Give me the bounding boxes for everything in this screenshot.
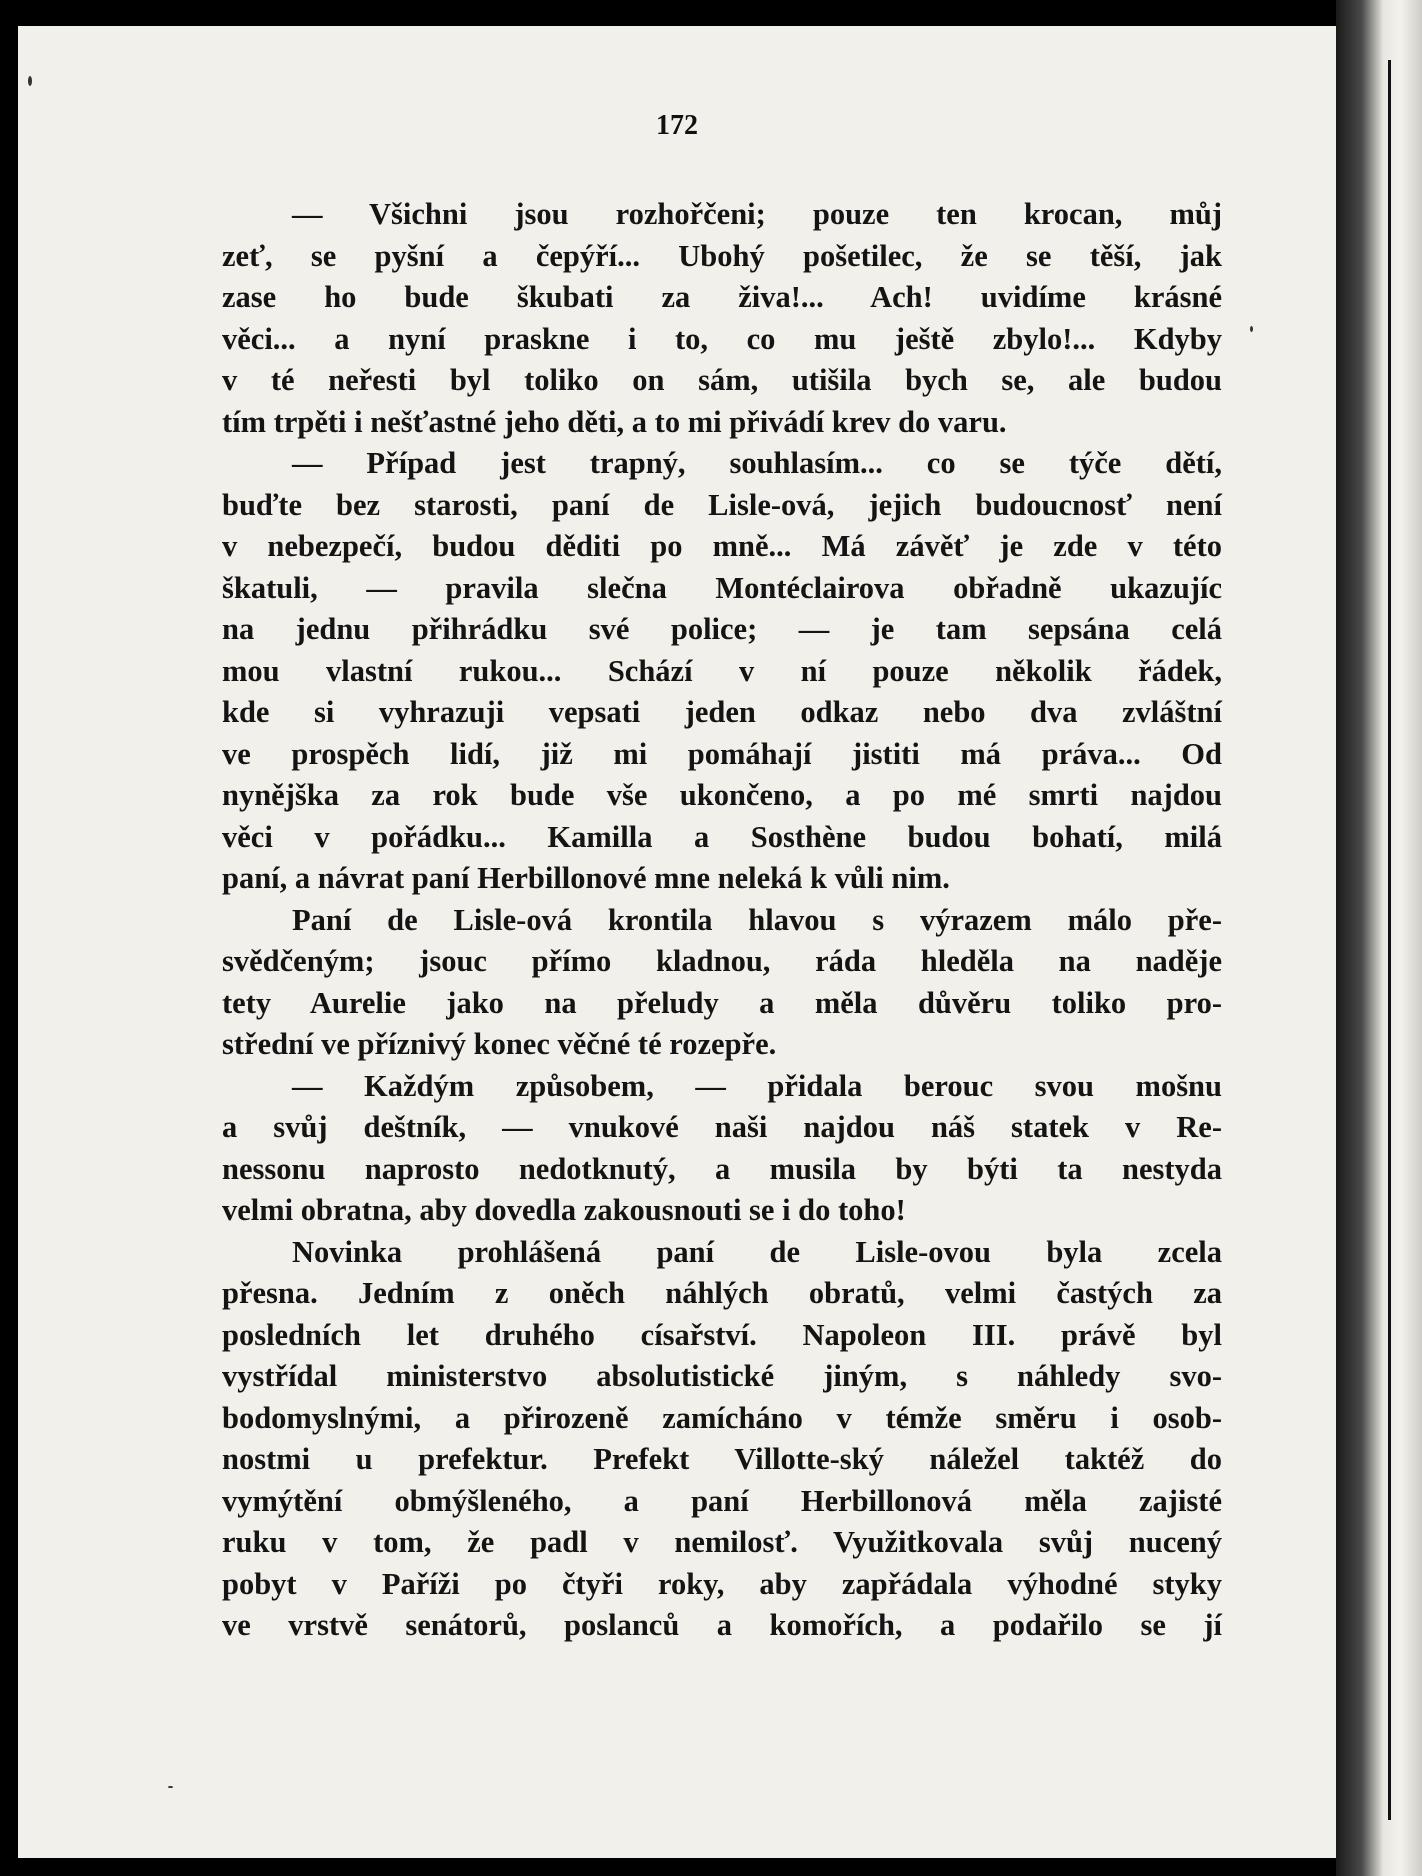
text-line: — Případ jest trapný, souhlasím... co se týče dětí, — [292, 446, 1222, 480]
text-line: střední ve příznivý konec věčné té rozepře. — [222, 1027, 777, 1061]
dust-speck — [168, 1786, 173, 1788]
text-line: — Každým způsobem, — přidala berouc svou mošnu — [292, 1068, 1222, 1103]
text-line: posledních let druhého císařství. Napoleon III. právě byl — [222, 1317, 1222, 1352]
text-line: zeť, se pyšní a čepýří... Ubohý pošetilec, že se těší, jak — [222, 238, 1222, 273]
text-line: zase ho bude škubati za živa!... Ach! uvidíme krásné — [222, 280, 1222, 314]
book-page — [18, 26, 1336, 1858]
text-line: nessonu naprosto nedotknutý, a musila by býti ta nestyda — [222, 1151, 1222, 1186]
text-line: mou vlastní rukou... Schází v ní pouze několik řádek, — [222, 653, 1222, 688]
text-line: škatuli, — pravila slečna Montéclairova obřadně ukazujíc — [222, 570, 1222, 605]
text-line: velmi obratna, aby dovedla zakousnouti se i do toho! — [222, 1193, 906, 1227]
text-line: paní, a návrat paní Herbillonové mne neleká k vůli nim. — [222, 861, 950, 895]
text-line: kde si vyhrazuji vepsati jeden odkaz nebo dva zvláštní — [222, 695, 1222, 729]
text-line: nostmi u prefektur. Prefekt Villotte-ský náležel taktéž do — [222, 1442, 1222, 1476]
text-line: ve vrstvě senátorů, poslanců a komořích, a podařilo se jí — [222, 1608, 1222, 1642]
page-number: 172 — [656, 110, 698, 141]
text-line: ruku v tom, že padl v nemilosť. Využitkovala svůj nucený — [222, 1525, 1222, 1559]
text-line: svědčeným; jsouc přímo kladnou, ráda hleděla na naděje — [222, 944, 1222, 978]
text-line: ve prospěch lidí, již mi pomáhají jistiti má práva... Od — [222, 736, 1222, 771]
text-line: v nebezpečí, budou děditi po mně... Má závěť je zde v této — [222, 529, 1222, 563]
text-line: tety Aurelie jako na přeludy a měla důvěru toliko pro- — [222, 985, 1222, 1020]
text-line: přesna. Jedním z oněch náhlých obratů, velmi častých za — [222, 1276, 1222, 1310]
text-line: na jednu přihrádku své police; — je tam sepsána celá — [222, 612, 1222, 646]
text-line: pobyt v Paříži po čtyři roky, aby zapřádala výhodné styky — [222, 1566, 1222, 1601]
binding-edge — [1388, 60, 1391, 1820]
text-line: Novinka prohlášená paní de Lisle-ovou byla zcela — [292, 1234, 1222, 1269]
text-line: věci v pořádku... Kamilla a Sosthène budou bohatí, milá — [222, 819, 1222, 854]
dust-speck — [1250, 326, 1253, 332]
dust-speck — [28, 76, 32, 86]
text-line: nynějška za rok bude vše ukončeno, a po mé smrti najdou — [222, 778, 1222, 812]
text-line: věci... a nyní praskne i to, co mu ještě zbylo!... Kdyby — [222, 321, 1222, 356]
text-line: vymýtění obmýšleného, a paní Herbillonová měla zajisté — [222, 1483, 1222, 1518]
text-line: v té neřesti byl toliko on sám, utišila bych se, ale budou — [222, 363, 1222, 397]
text-line: — Všichni jsou rozhořčeni; pouze ten krocan, můj — [292, 197, 1222, 231]
text-line: Paní de Lisle-ová krontila hlavou s výrazem málo pře- — [292, 902, 1222, 937]
body-text — [222, 194, 1222, 1647]
text-line: a svůj deštník, — vnukové naši najdou náš statek v Re- — [222, 1110, 1222, 1144]
text-line: bodomyslnými, a přirozeně zamícháno v témže směru i osob- — [222, 1400, 1222, 1435]
text-line: buďte bez starosti, paní de Lisle-ová, jejich budoucnosť není — [222, 487, 1222, 522]
text-line: vystřídal ministerstvo absolutistické jiným, s náhledy svo- — [222, 1359, 1222, 1393]
book-spine-shadow — [1336, 0, 1422, 1876]
text-line: tím trpěti i nešťastné jeho děti, a to mi přivádí krev do varu. — [222, 404, 1007, 439]
